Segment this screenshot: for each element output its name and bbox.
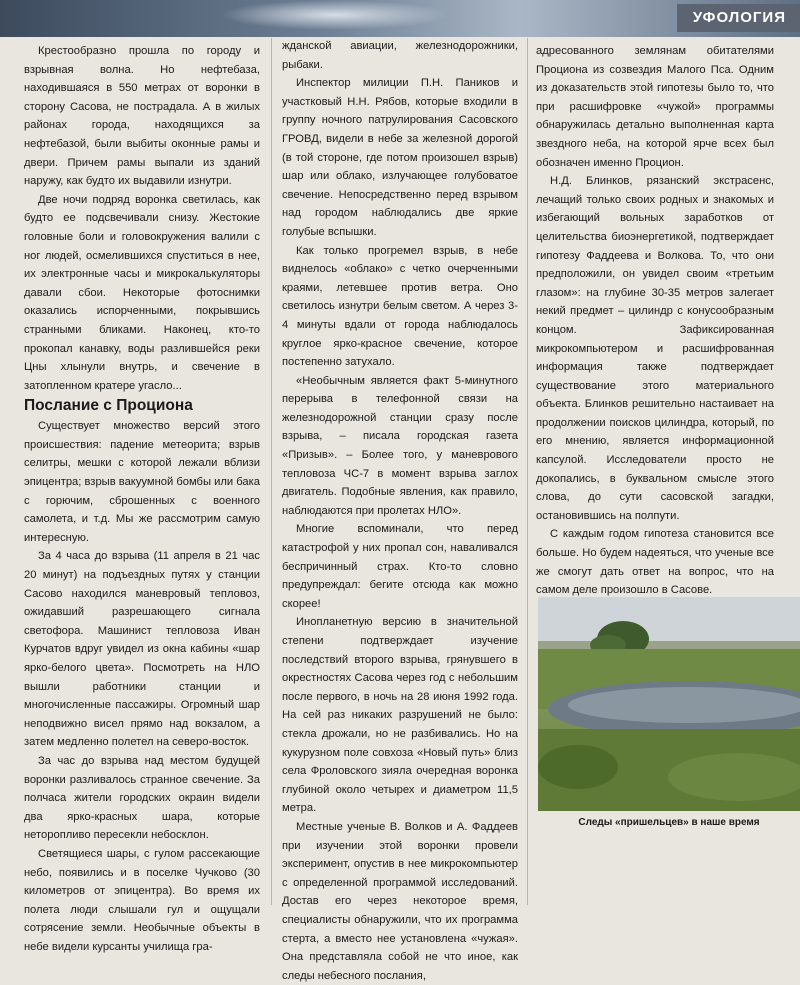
header-band [0,0,800,37]
paragraph: Существует множество версий этого происшествия: падение метеорита; взрыв селитры, мешки с которой лежали вблизи эпицентра; взрыв вакуумной бомбы или бака с горючим, сброшенных с военного самолета, и т.д. Мы же рассмотрим самую интересную. [24,420,260,544]
paragraph: адресованного землянам обитателями Проциона из созвездия Малого Пса. Одним из доказательств этой гипотезы было то, что при расшифровке «чужой» программы обнаружилась детально выполненная карта звездного неба, на которой ярче всех был обозначен именно Процион. [536,45,774,169]
paragraph: Многие вспоминали, что перед катастрофой у них пропал сон, наваливался беспричинный страх. Кто-то словно предупреждал: бегите отсюда как можно скорее! [282,523,518,610]
paragraph: жданской авиации, железнодорожники, рыбаки. [282,40,518,71]
column-3 [536,42,774,618]
paragraph: За 4 часа до взрыва (11 апреля в 21 час 20 минут) на подъездных путях у станции Сасово находился маневровый тепловоз, ожидавший разрешающего сигнала светофора. Машинист тепловоза Иван Курчатов вдруг увидел из окна кабины «шар ярко-белого цвета». Посмотреть на НЛО вышли работники станции и многочисленные пассажиры. Огромный шар неподвижно висел прямо над вокзалом, а затем медленно полетел на северо-восток. [24,550,260,749]
article-subheading: Послание с Проциона [24,397,193,415]
section-tag: УФОЛОГИЯ [677,4,800,32]
photo-caption: Следы «пришельцев» в наше время [578,817,760,828]
header-decoration [220,0,450,30]
column-2 [282,37,518,985]
paragraph: Как только прогремел взрыв, в небе виднелось «облако» с четко очерченными краями, летевшее против ветра. Оно светилось изнутри белым светом. А через 3-4 минуты вдали от города наблюдалось круглое ярко-красное свечение, которое постепенно затухало. [282,244,518,369]
landscape-photo [538,597,800,811]
paragraph: Инспектор милиции П.Н. Паников и участковый Н.Н. Рябов, которые входили в группу ночного патрулирования Сасовского ГРОВД, видели в небе за железной дорогой (в той стороне, где потом произошел взрыв) шар или облако, излучающее голубоватое свечение. Непосредственно перед взрывом над городом наблюдались две яркие голубые вспышки. [282,77,518,238]
paragraph: За час до взрыва над местом будущей воронки разливалось странное свечение. За полчаса жители городских окраин видели два ярко-красных шара, которые неторопливо пересекли небосклон. [24,754,260,842]
paragraph: Н.Д. Блинков, рязанский экстрасенс, лечащий только своих родных и знакомых и избегающий вольных заработков от целительства биоэнергетикой, подтверждает гипотезу Фаддеева и Волкова. То, что они предположили, он увидел своим «третьим глазом»: на глубине 30-35 метров залегает некий предмет – цилиндр с конусообразным концом. Зафиксированная микрокомпьютером и расшифрованная информация также подтверждает существование этого материального объекта. Блинков решительно настаивает на продолжении поисков цилиндра, который, по его мнению, является информационной капсулой. Исследователи просто не докопались, в буквальном смысле этого слова, до сути сасовской загадки, остановившись на полпути. [536,175,774,522]
paragraph: Местные ученые В. Волков и А. Фаддеев при изучении этой воронки провели эксперимент, опустив в нее микрокомпьютер с определенной программой исследований. Достав его через некоторое время, специалисты обнаружили, что их программа стерта, а вместо нее установлена «чужая». Она представляла собой не что иное, как следы небесного послания, [282,820,518,982]
paragraph: Крестообразно прошла по городу и взрывная волна. Но нефтебаза, находившаяся в 550 метрах от воронки в сторону Сасова, не пострадала. А в жилых районах города, находящихся за нефтебазой, были выбиты оконные рамы и двери. Причем рамы выпали из зданий наружу, как будто их выдавили изнутри. [24,45,260,188]
paragraph: С каждым годом гипотеза становится все больше. Но будем надеяться, что ученые все же смогут дать ответ на вопрос, что на самом деле произошло в Сасове. [536,528,774,597]
paragraph: «Необычным является факт 5-минутного перерыва в телефонной связи на железнодорожной станции сразу после взрыва, – писала городская газета «Призыв». – Более того, у маневрового тепловоза ЧС-7 в момент взрыва заглох двигатель. Подобные явления, как правило, наблюдаются при пролетах НЛО». [282,374,518,517]
column-divider [271,38,272,905]
paragraph: Инопланетную версию в значительной степени подтверждает изучение последствий второго взрыва, грянувшего в окрестностях Сасова через год с небольшим после первого, в ночь на 28 июня 1992 года. На сей раз никаких разрушений не было: стекла дрожали, но не разбивались. Но на кукурузном поле совхоза «Новый путь» близ села Фроловского зияла очередная воронка глубиной около четырех и диаметром 11,5 метра. [282,616,518,815]
paragraph: Светящиеся шары, с гулом рассекающие небо, появились и в поселке Чучково (30 километров от эпицентра). Во время их полета люди слышали гул и ощущали сотрясение земли. Необычные объекты в небе видели курсанты училища гра- [24,847,260,953]
paragraph: Две ночи подряд воронка светилась, как будто ее подсвечивали снизу. Жестокие головные боли и головокружения валили с ног людей, осмелившихся спуститься в нее, их электронные часы и микрокалькуляторы давали сбои. Некоторые фотоснимки оказались испорченными, покрывшись странными бликами. Наконец, кто-то прокопал канавку, воды разлившейся реки Цны хлынули внутрь, и свечение в затопленном кратере угасло... [24,193,260,392]
column-divider [527,38,528,905]
pond-scene-image [538,597,800,811]
column-1 [24,42,260,957]
